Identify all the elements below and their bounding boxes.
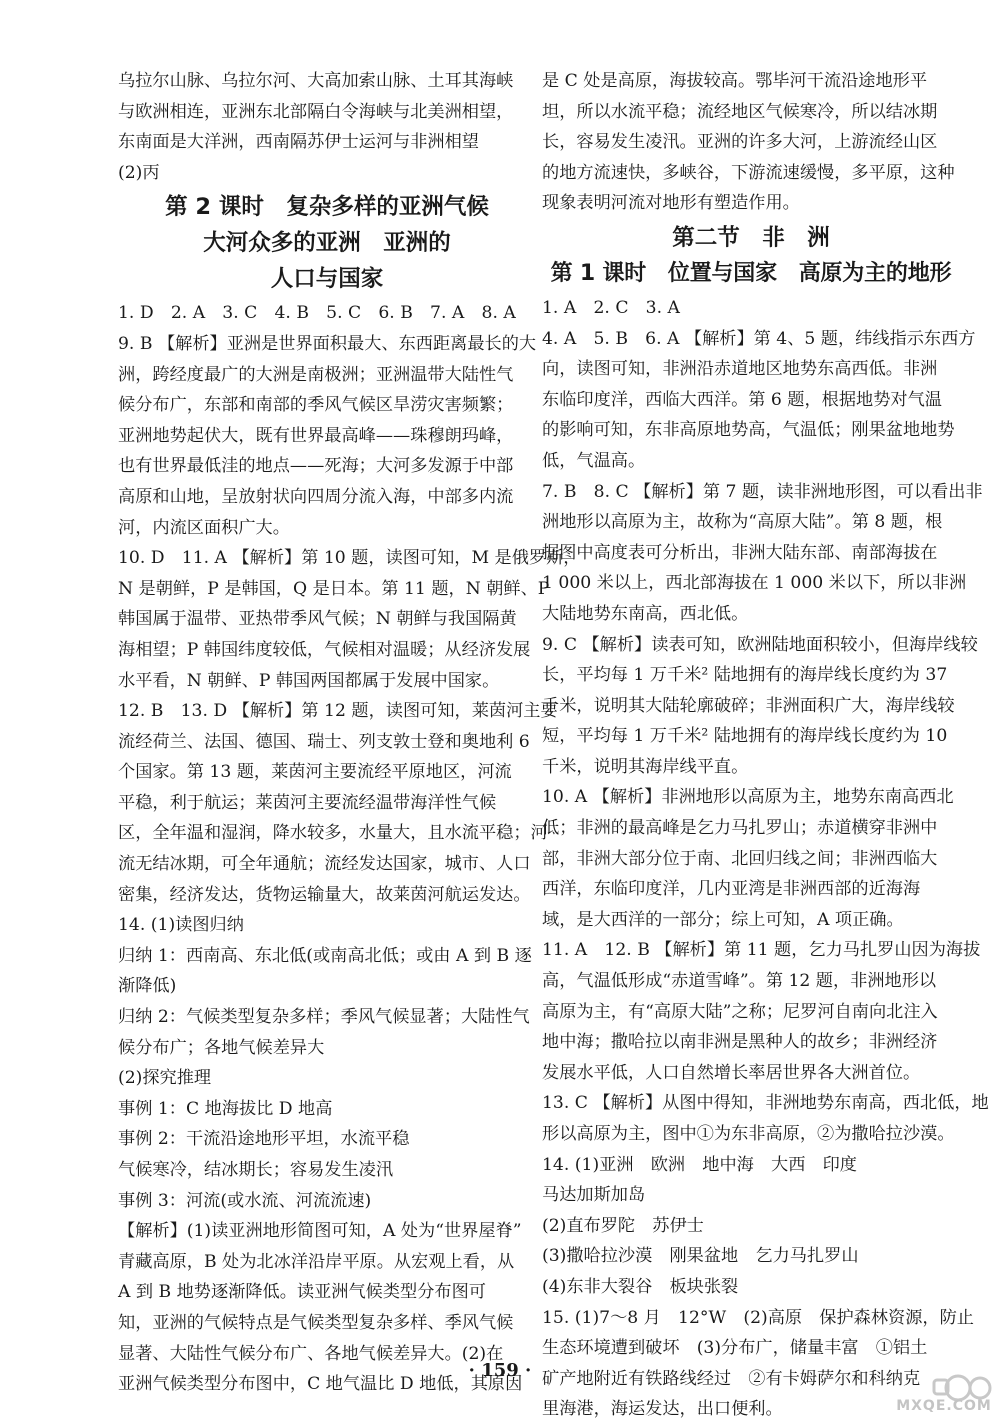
- text-line: 生态环境遭到破坏 (3)分布广，储量丰富 ①铝土: [542, 1338, 928, 1359]
- text-line: 地中海；撒哈拉以南非洲是黑种人的故乡；非洲经济: [542, 1032, 938, 1053]
- text-line: 显著、大陆性气候分布广、各地气候差异大。(2)在: [118, 1343, 504, 1364]
- section-heading: 人口与国家: [270, 266, 384, 293]
- text-line: 部，非洲大部分位于南、北回归线之间；非洲西临大: [542, 848, 938, 869]
- text-line: 据图中高度表可分析出，非洲大陆东部、南部海拔在: [542, 542, 938, 563]
- text-line: 高，气温低形成“赤道雪峰”。第 12 题，非洲地形以: [542, 971, 937, 992]
- text-line: 现象表明河流对地形有塑造作用。: [542, 193, 800, 214]
- text-line: 事例 2：干流沿途地形平坦，水流平稳: [118, 1129, 410, 1150]
- text-line: 14. (1)读图归纳: [118, 915, 244, 936]
- text-line: 短，平均每 1 万千米² 陆地拥有的海岸线长度约为 10: [542, 726, 948, 747]
- text-line: 1. D 2. A 3. C 4. B 5. C 6. B 7. A 8. A: [118, 303, 516, 324]
- text-line: 是 C 处是高原，海拔较高。鄂毕河干流沿途地形平: [542, 71, 928, 91]
- text-line: 里海港，海运发达，出口便利。: [542, 1399, 783, 1420]
- text-line: 亚洲气候类型分布图中，C 地气温比 D 地低，其原因: [118, 1374, 523, 1395]
- text-line: 水平看，N 朝鲜、P 韩国两国都属于发展中国家。: [118, 670, 500, 691]
- text-line: 区，全年温和湿润，降水较多，水量大，且水流平稳；河: [118, 823, 548, 844]
- text-line: 海相望；P 韩国纬度较低，气候相对温暖；从经济发展: [118, 639, 531, 660]
- text-line: 域，是大西洋的一部分；综上可知，A 项正确。: [542, 909, 904, 930]
- text-line: 韩国属于温带、亚热带季风气候；N 朝鲜与我国隔黄: [118, 609, 517, 630]
- text-line: 1 000 米以上，西北部海拔在 1 000 米以下，所以非洲: [542, 573, 967, 594]
- text-line: N 是朝鲜，P 是韩国，Q 是日本。第 11 题，N 朝鲜、P: [118, 578, 550, 599]
- section-heading: 大河众多的亚洲 亚洲的: [203, 230, 451, 257]
- text-line: 15. (1)7～8 月 12°W (2)高原 保护森林资源，防止: [542, 1307, 974, 1328]
- text-line: 归纳 1：西南高、东北低(或南高北低；或由 A 到 B 逐: [118, 945, 532, 966]
- text-line: 坦，所以水流平稳；流经地区气候寒冷，所以结冰期: [542, 101, 938, 122]
- section-heading: 第 1 课时 位置与国家 高原为主的地形: [550, 260, 952, 286]
- text-line: 青藏高原，B 处为北冰洋沿岸平原。从宏观上看，从: [118, 1251, 515, 1272]
- text-line: 13. C 【解析】从图中得知，非洲地势东南高，西北低，地: [542, 1093, 989, 1114]
- text-line: 7. B 8. C 【解析】第 7 题，读非洲地形图，可以看出非: [542, 481, 983, 502]
- text-line: 候分布广；各地气候差异大: [118, 1037, 325, 1058]
- text-line: 密集，经济发达，货物运输量大，故莱茵河航运发达。: [118, 884, 531, 905]
- text-line: 洲地形以高原为主，故称为“高原大陆”。第 8 题，根: [542, 512, 943, 533]
- text-line: 11. A 12. B 【解析】第 11 题，乞力马扎罗山因为海拔: [542, 940, 981, 961]
- text-line: 个国家。第 13 题，莱茵河主要流经平原地区，河流: [118, 762, 512, 783]
- text-line: 4. A 5. B 6. A 【解析】第 4、5 题，纬线指示东西方: [542, 328, 976, 349]
- text-line: 10. A 【解析】非洲地形以高原为主，地势东南高西北: [542, 787, 954, 808]
- text-line: 河，内流区面积广大。: [118, 517, 290, 538]
- text-line: 9. B 【解析】亚洲是世界面积最大、东西距离最长的大: [118, 333, 537, 354]
- text-line: 14. (1)亚洲 欧洲 地中海 大西 印度: [542, 1154, 857, 1175]
- text-line: 归纳 2：气候类型复杂多样；季风气候显著；大陆性气: [118, 1007, 530, 1028]
- text-line: (2)丙: [118, 162, 160, 183]
- text-line: 千米，说明其海岸线平直。: [542, 756, 749, 777]
- text-line: 知，亚洲的气候特点是气候类型复杂多样、季风气候: [118, 1312, 514, 1333]
- text-line: (2)直布罗陀 苏伊士: [542, 1215, 704, 1236]
- text-line: 东临印度洋，西临大西洋。第 6 题，根据地势对气温: [542, 389, 942, 410]
- text-line: 10. D 11. A 【解析】第 10 题，读图可知，M 是俄罗斯，: [118, 548, 581, 569]
- text-line: 9. C 【解析】读表可知，欧洲陆地面积较小，但海岸线较: [542, 634, 978, 655]
- text-line: 长，平均每 1 万千米² 陆地拥有的海岸线长度约为 37: [542, 665, 948, 686]
- right-column: [542, 66, 989, 1422]
- page-number: · 159 ·: [468, 1360, 532, 1381]
- section-heading: 第 2 课时 复杂多样的亚洲气候: [165, 194, 489, 221]
- section-heading: 第二节 非 洲: [672, 224, 830, 251]
- text-line: (3)撒哈拉沙漠 刚果盆地 乞力马扎罗山: [542, 1246, 859, 1267]
- text-line: 也有世界最低洼的地点——死海；大河多发源于中部: [118, 456, 514, 477]
- text-line: 千米，说明其大陆轮廓破碎；非洲面积广大，海岸线较: [542, 695, 955, 716]
- text-line: 乌拉尔山脉、乌拉尔河、大高加索山脉、土耳其海峡: [118, 71, 514, 91]
- text-line: 事例 3：河流(或水流、河流流速): [118, 1190, 372, 1211]
- watermark-logo: [890, 1374, 998, 1420]
- text-line: 【解析】(1)读亚洲地形简图可知，A 处为“世界屋脊”: [118, 1221, 522, 1242]
- text-line: 高原和山地，呈放射状向四周分流入海，中部多内流: [118, 486, 514, 507]
- text-line: 渐降低): [118, 976, 177, 997]
- text-line: 事例 1：C 地海拔比 D 地高: [118, 1098, 333, 1119]
- text-line: 12. B 13. D 【解析】第 12 题，读图可知，莱茵河主要: [118, 701, 558, 722]
- text-line: 长，容易发生凌汛。亚洲的许多大河，上游流经山区: [542, 132, 938, 153]
- text-line: 矿产地附近有铁路线经过 ②有卡姆萨尔和科纳克: [542, 1368, 921, 1389]
- text-line: 的影响可知，东非高原地势高，气温低；刚果盆地地势: [542, 420, 955, 441]
- text-line: 洲，跨经度最广的大洲是南极洲；亚洲温带大陆性气: [118, 364, 514, 385]
- text-line: 大陆地势东南高，西北低。: [542, 603, 749, 624]
- text-line: 候分布广，东部和南部的季风气候区旱涝灾害频繁；: [118, 395, 514, 416]
- text-line: 的地方流速快，多峡谷，下游流速缓慢，多平原，这种: [542, 162, 955, 183]
- text-line: 气候寒冷，结冰期长；容易发生凌汛: [118, 1160, 394, 1180]
- text-line: (4)东非大裂谷 板块张裂: [542, 1276, 739, 1297]
- text-line: 马达加斯加岛: [542, 1185, 646, 1206]
- watermark-text: MXQE.COM: [896, 1398, 992, 1414]
- text-line: 低；非洲的最高峰是乞力马扎罗山；赤道横穿非洲中: [542, 818, 938, 839]
- text-line: 低，气温高。: [542, 450, 646, 471]
- text-line: 东南面是大洋洲，西南隔苏伊士运河与非洲相望: [118, 132, 479, 153]
- text-line: 平稳，利于航运；莱茵河主要流经温带海洋性气候: [118, 792, 497, 813]
- text-line: 向，读图可知，非洲沿赤道地区地势东高西低。非洲: [542, 359, 938, 380]
- left-column: [118, 66, 581, 1400]
- text-line: 发展水平低，人口自然增长率居世界各大洲首位。: [542, 1062, 921, 1083]
- text-line: A 到 B 地势逐渐降低。读亚洲气候类型分布图可: [118, 1282, 486, 1303]
- text-line: 高原为主，有“高原大陆”之称；尼罗河自南向北注入: [542, 1001, 938, 1022]
- text-line: 形以高原为主，图中①为东非高原，②为撒哈拉沙漠。: [542, 1124, 955, 1144]
- text-line: 1. A 2. C 3. A: [542, 297, 680, 318]
- text-line: 流无结冰期，可全年通航；流经发达国家，城市、人口: [118, 854, 531, 875]
- text-line: 亚洲地势起伏大，既有世界最高峰——珠穆朗玛峰，: [118, 425, 514, 446]
- text-line: 流经荷兰、法国、德国、瑞士、列支敦士登和奥地利 6: [118, 731, 530, 752]
- text-line: (2)探究推理: [118, 1068, 212, 1089]
- text-line: 西洋，东临印度洋，几内亚湾是非洲西部的近海海: [542, 879, 921, 900]
- text-line: 与欧洲相连，亚洲东北部隔白令海峡与北美洲相望，: [118, 101, 514, 122]
